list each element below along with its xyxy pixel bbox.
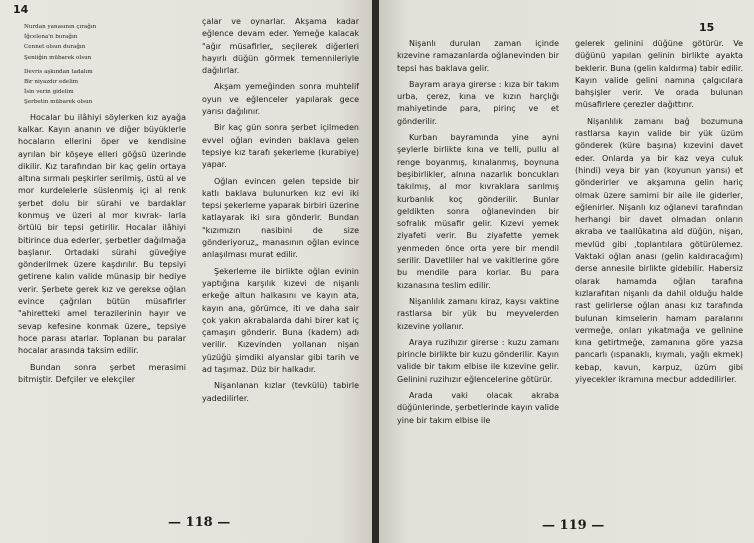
right-page xyxy=(379,0,754,543)
verse-line: İğcelena'n burağın xyxy=(24,34,78,41)
paragraph: Nişanlanan kızlar (tevkülü) tabirle yadedilirler. xyxy=(202,381,359,403)
paragraph: Arada vaki olacak akraba düğünlerinde, şerbetlerinde kayın valide yine bir takım elbise ile xyxy=(397,391,560,425)
paragraph: gelerek gelinini düğüne götürür. Ve düğünü yapılan gelinin birlikte ayakta beklerir. Buna (gelin kaldırma) tabir edilir. Kayın valide gelini namına çalgıcılara bahşişler verir. Ve orada bulunan müsafirlere çerezler dağıttırır. xyxy=(575,39,743,110)
page-number: 14 xyxy=(13,3,29,16)
verse-line: Nurdan yanasının çırağın xyxy=(24,24,97,30)
paragraph: Şekerleme ile birlikte oğlan evinin yaptığına karşılık kızevi de nişanlı erkeğe altun halkasını ve kayın ata, kayın ana, görümce, iti ve daha sair çok yakın akrabalarda dahi birer kat iç çamaşırı gönderir. Buna (kadem) adı verilir. Kızevinden yollanan nişan yüzüğü şimdiki alyanslar gibi tarih ve ad taşımaz. Düz bir halkadır. xyxy=(202,266,359,375)
paragraph: Nişanlılık zamanı bağ bozumuna rastlarsa kayın valide bir yük üzüm gönderek (küre başına) kızevini davet eder. Onlarda ya bir kaz veya culuk (hindi) veya bir yan (koyunun yarısı) et gönderirler ve akşamına gelin hariç olmak üzere samimi bir aile ile giderler, eğlenirler. Nişanlı kız oğlanevi tarafından herhangi bir davet olmadan onların akraba ve taallûkatına ald düğün, nişan, mevlüd gibi ,toplantılara götürülemez. Vaktaki oğlan anası (gelin kaldıracağım) derse annesile birlikte gidebilir. Habersiz olarak hamamda oğlan tarafına kızlarafıtan nişanlı da dahil olduğu halde rast gelirlerse oğlan anası kız tarafında bulunan kimselerin hamam paralarını vermeğe, onları yıkatmağa ve gelinine kına getirtmeğe, zamanına göre yazsa pancarlı (ıspanaklı, kıymalı, yağlı ekmek) kebap, kavun, karpuz, üzüm gibi yiyecekler ikramına mecbur addedilirler. xyxy=(575,116,743,385)
verse-line: Şeniiğin mübarek olsun xyxy=(24,54,92,61)
paragraph: Bayram araya girerse : kıza bir takım urba, çerez, kına ve kızın harçlığı mahiyetinde para, pirinç ve et gönderilir. xyxy=(397,79,559,126)
paragraph: Akşam yemeğinden sonra muhtelif oyun ve eğlenceler yapılarak gece yarısı dağılınır. xyxy=(202,82,359,117)
verse-line: Şerbetin mübarek olsun xyxy=(24,99,93,106)
text-column xyxy=(397,38,559,431)
verse-line: İsin verin gidelim xyxy=(24,89,74,96)
paragraph: Nişanlı durulan zaman içinde kızevine ramazanlarda oğlanevinden bir tepsi has baklava gelir. xyxy=(397,39,559,73)
verse-line: Devris aşkından tadalım xyxy=(24,68,93,75)
book-gutter xyxy=(372,0,379,543)
paragraph: Araya ruzihızır girerse : kuzu zamanı pirincle birlikte bir kuzu gönderilir. Kayın valide bir takım elbise ile kızevine gelir. Gelinini ruzihızır eğlencelerine götürür. xyxy=(397,337,559,384)
paragraph: Nişanlılık zamanı kiraz, kaysı vaktine rastlarsa bir yük bu meyvelerden kızevine yollanır. xyxy=(397,296,559,331)
paragraph: Bir kaç gün sonra şerbet içilmeden evvel oğlan evinden baklava gelen tepsiye kız tarafı şekerleme (kurabiye) yapar. xyxy=(202,123,359,170)
paragraph: Bundan sonra şerbet merasimi bitmiştir. Defçiler ve elekçiler xyxy=(18,362,186,384)
page-footer-number: — 118 — xyxy=(168,515,231,530)
text-column xyxy=(202,16,359,409)
text-column xyxy=(18,22,186,390)
left-page xyxy=(0,0,372,543)
verse-line: Bir niyazdır edelim xyxy=(24,79,79,86)
paragraph: Hocalar bu ilâhiyi söylerken kız ayağa kalkar. Kayın ananın ve diğer büyüklerle hocaların ellerini öper ve kendisine ayrılan bir köşeye elleri göğsü üzerinde dikilir. Kız tarafından bir kaç gelin ortaya altına sırmalı peşkirler serilmiş, üstü al ve mor kurdelelerle süslenmiş içi al renk şerbet dolu bir sürahi ve bardaklar konmuş ve üzeri al mor kıvrak- larla örtülü bir tepsi getirilir. Hocalar ilâhiyi bitirince dua ederler, şerbetler dağılmağa başlanır. Ortadaki sürahi güveğiye gönderilmek üzere kaşdırılır. Bu tepsiyi getirene kalın valide münasip bir hediye verir. Şerbete gerek kız ve gerekse oğlan evince çağrılan bütün müsafirler "ahiretteki amel terazilerinin hayır ve sevap kefesine konmak üzere„ tepsiye hoce parası atarlar. Toplanan bu paralar hocalar arasında taksim edilir. xyxy=(18,112,186,356)
page-footer-number: — 119 — xyxy=(542,518,605,533)
page-number: 15 xyxy=(699,21,715,34)
paragraph: çalar ve oynarlar. Akşama kadar eğlence devam eder. Yemeğe kalacak "ağır müsafirler„ seçilerek diğerleri hayırlı düğün görmek temennileriyle dağılırlar. xyxy=(202,17,359,76)
hymn-verses xyxy=(18,22,186,108)
paragraph: Kurban bayramında yine ayni şeylerle birlikte kına ve telli, pullu al renge boyanmış, kınalanmış, boynuna beşibirlikler, alnına nazarlık boncukları takılmış, al mor kıvraklara sarılmış kurbanlık koç gönderilir. Bunlar geldikten sonra oğlanevinden bir sofralık müsafir gelir. Kızevi yemek ziyafeti verir. Bu ziyafette yemek yenmeden önce orta yere bir mendil serilir. Davetliler hal ve vakitlerine göre bu mendile para korlar. Bu para kızanasına teslim edilir. xyxy=(397,133,559,290)
verse-line: Cennet olsun durağın xyxy=(24,44,86,51)
paragraph: Oğlan evincen gelen tepside bir katlı baklava bulunurken kız evi iki tepsi şekerleme yaparak birbiri üzerine katlayarak iki sıra gönderir. Bundan "kızımızın nasibini de size gönderiyoruz„ manasının oğlan evince anlaşılması murat edilir. xyxy=(202,176,359,260)
text-column xyxy=(575,38,743,390)
